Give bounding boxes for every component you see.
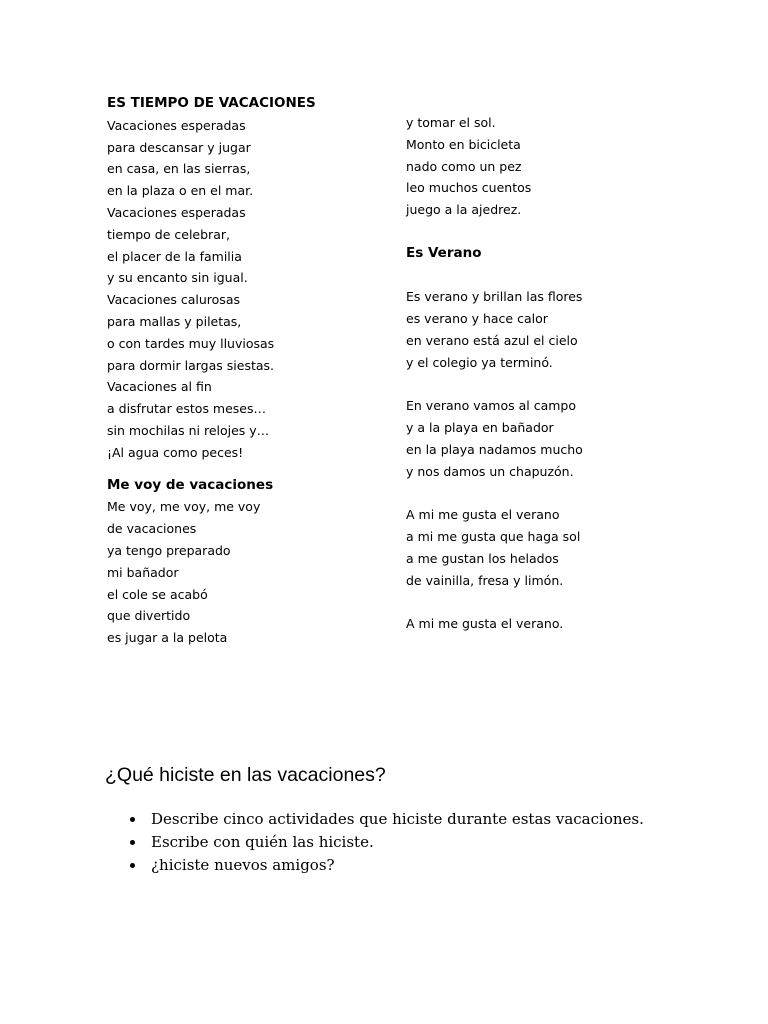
poem-line: y su encanto sin igual. xyxy=(107,270,248,286)
list-item xyxy=(130,808,644,831)
poem-line: en la playa nadamos mucho xyxy=(406,441,583,457)
poem-line: Me voy, me voy, me voy xyxy=(107,499,261,515)
poem-line: ya tengo preparado xyxy=(107,542,231,558)
bullet-dot-icon xyxy=(130,863,135,868)
list-item xyxy=(130,831,644,854)
poem-line: tiempo de celebrar, xyxy=(107,226,230,242)
list-item-text: ¿hiciste nuevos amigos? xyxy=(151,856,335,874)
poem-line: que divertido xyxy=(107,608,191,624)
poem-line: de vacaciones xyxy=(107,521,197,537)
poem-line: Es verano y brillan las flores xyxy=(406,289,583,305)
list-item xyxy=(130,854,644,877)
poem-line: y nos damos un chapuzón. xyxy=(406,463,574,479)
poem-title-es-verano: Es Verano xyxy=(406,244,482,261)
poem-line: en casa, en las sierras, xyxy=(107,161,251,177)
poem-line: el placer de la familia xyxy=(107,248,242,264)
poem-line: en verano está azul el cielo xyxy=(406,332,578,348)
poem-title-me-voy-de-vacaciones: Me voy de vacaciones xyxy=(107,476,274,493)
poem-line: y el colegio ya terminó. xyxy=(406,354,553,370)
poem-line: y a la playa en bañador xyxy=(406,420,554,436)
spacer xyxy=(107,464,397,475)
poem-line: leo muchos cuentos xyxy=(406,180,532,196)
poem-line: para descansar y jugar xyxy=(107,139,251,155)
poem-line: o con tardes muy lluviosas xyxy=(107,335,275,351)
poem-line: es verano y hace calor xyxy=(406,311,548,327)
poem-line: A mi me gusta el verano xyxy=(406,507,560,523)
poem-line: nado como un pez xyxy=(406,158,522,174)
activity-question-heading: ¿Qué hiciste en las vacaciones? xyxy=(105,764,386,786)
poem-line: mi bañador xyxy=(107,564,179,580)
bullet-dot-icon xyxy=(130,817,135,822)
poem-line: el cole se acabó xyxy=(107,586,208,602)
poem-line: a disfrutar estos meses… xyxy=(107,401,267,417)
left-column xyxy=(107,93,397,649)
spacer xyxy=(406,592,726,614)
list-item-text: Escribe con quién las hiciste. xyxy=(151,833,374,851)
poem-line: Monto en bicicleta xyxy=(406,136,521,152)
poem-line: para mallas y piletas, xyxy=(107,313,242,329)
poem-title-es-tiempo-de-vacaciones: ES TIEMPO DE VACACIONES xyxy=(107,95,316,111)
bullet-dot-icon xyxy=(130,840,135,845)
poem-line: en la plaza o en el mar. xyxy=(107,183,254,199)
poem-line: a me gustan los helados xyxy=(406,550,559,566)
poem-line: Vacaciones calurosas xyxy=(107,292,240,308)
poem-line: a mi me gusta que haga sol xyxy=(406,529,581,545)
poem-line: Vacaciones esperadas xyxy=(107,117,246,133)
right-column xyxy=(406,112,726,635)
poem-line: para dormir largas siestas. xyxy=(107,357,274,373)
poem-line: Vacaciones al fin xyxy=(107,379,212,395)
poem-line: de vainilla, fresa y limón. xyxy=(406,572,564,588)
poem-line: sin mochilas ni relojes y… xyxy=(107,422,270,438)
spacer xyxy=(406,374,726,396)
spacer xyxy=(406,265,726,287)
poem-line: es jugar a la pelota xyxy=(107,630,228,646)
poem-line: y tomar el sol. xyxy=(406,115,496,130)
activity-bullet-list xyxy=(130,808,644,877)
poem-line: ¡Al agua como peces! xyxy=(107,444,244,460)
spacer xyxy=(406,221,726,243)
poem-line: A mi me gusta el verano. xyxy=(406,616,564,632)
spacer xyxy=(406,483,726,505)
list-item-text: Describe cinco actividades que hiciste durante estas vacaciones. xyxy=(151,810,644,828)
poem-line: Vacaciones esperadas xyxy=(107,204,246,220)
poem-line: En verano vamos al campo xyxy=(406,398,576,414)
poem-line: juego a la ajedrez. xyxy=(406,202,522,218)
